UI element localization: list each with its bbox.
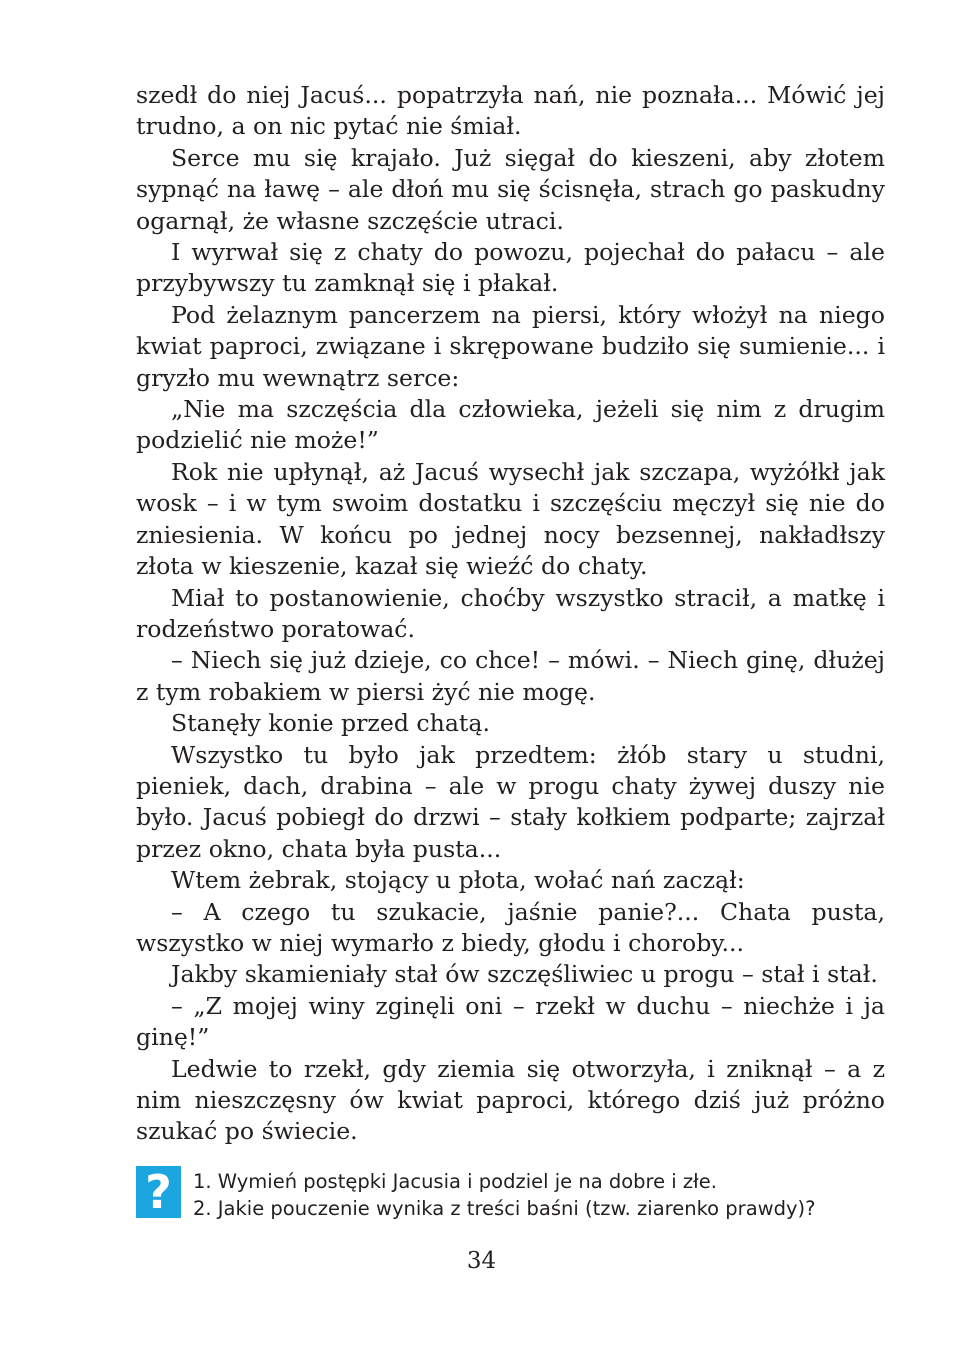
page-number: 34 — [466, 1248, 497, 1274]
question-mark-icon: ? — [136, 1166, 181, 1218]
paragraph: Jakby skamieniały stał ów szczęśliwiec u progu – stał i stał. — [171, 960, 878, 989]
story-text — [136, 80, 885, 1148]
paragraph: Serce mu się krajało. Już sięgał do kieszeni, aby złotem sypnąć na ławę – ale dłoń mu się ścisnęła, strach go paskudny ogarnął, że własne szczęście utraci. — [136, 143, 885, 235]
paragraph: Rok nie upłynął, aż Jacuś wysechł jak szczapa, wyżółkł jak wosk – i w tym swoim dostatku i szczęściu męczył się nie do zniesienia. W końcu po jednej nocy bezsennej, nakładłszy złota w kieszenie, kazał się wieźć do chaty. — [136, 457, 885, 581]
paragraph: I wyrwał się z chaty do powozu, pojechał do pałacu – ale przybywszy tu zamknął się i płakał. — [136, 238, 885, 298]
question-item: 1. Wymień postępki Jacusia i podziel je na dobre i złe. — [193, 1170, 717, 1193]
paragraph: Miał to postanowienie, choćby wszystko stracił, a matkę i rodzeństwo poratować. — [136, 583, 885, 643]
paragraph: Stanęły konie przed chatą. — [171, 709, 490, 738]
paragraph: „Nie ma szczęścia dla człowieka, jeżeli się nim z drugim podzielić nie może!” — [136, 395, 885, 455]
questions-box — [136, 1166, 936, 1220]
paragraph: – Niech się już dzieje, co chce! – mówi. – Niech ginę, dłużej z tym robakiem w piersi żyć nie mogę. — [136, 646, 885, 706]
paragraph: Pod żelaznym pancerzem na piersi, który włożył na niego kwiat paproci, związane i skrępowane budziło się sumienie... i gryzło mu wewnątrz serce: — [136, 300, 885, 392]
paragraph: – „Z mojej winy zginęli oni – rzekł w duchu – niechże i ja ginę!” — [136, 991, 885, 1052]
paragraph: Ledwie to rzekł, gdy ziemia się otworzyła, i zniknął – a z nim nieszczęsny ów kwiat paproci, którego dziś już próżno szukać po świecie. — [136, 1054, 885, 1146]
questions-list — [193, 1168, 815, 1222]
paragraph: – A czego tu szukacie, jaśnie panie?... Chata pusta, wszystko w niej wymarło z biedy, głodu i choroby... — [136, 897, 885, 957]
paragraph: szedł do niej Jacuś... popatrzyła nań, nie poznała... Mówić jej trudno, a on nic pytać nie śmiał. — [136, 81, 885, 141]
paragraph: Wtem żebrak, stojący u płota, wołać nań zaczął: — [171, 866, 745, 895]
question-item: 2. Jakie pouczenie wynika z treści baśni (tzw. ziarenko prawdy)? — [193, 1197, 816, 1220]
paragraph: Wszystko tu było jak przedtem: żłób stary u studni, pieniek, dach, drabina – ale w progu chaty żywej duszy nie było. Jacuś pobiegł do drzwi – stały kołkiem podparte; zajrzał przez okno, chata była pusta... — [136, 740, 885, 863]
